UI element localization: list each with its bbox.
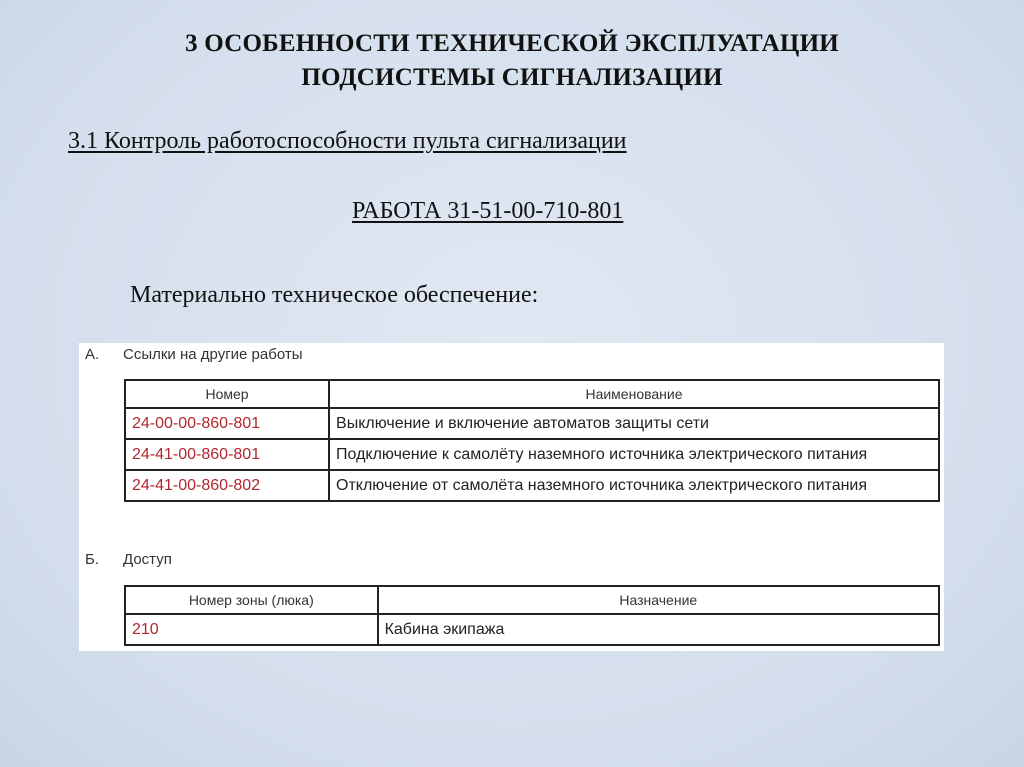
section-subtitle: 3.1 Контроль работоспособности пульта сигнализации: [68, 128, 627, 154]
header-purpose: Назначение: [378, 586, 939, 614]
title-line-1: 3 ОСОБЕННОСТИ ТЕХНИЧЕСКОЙ ЭКСПЛУАТАЦИИ: [185, 30, 839, 57]
reference-link[interactable]: 24-00-00-860-801: [125, 408, 329, 439]
table-row: [125, 470, 939, 501]
table-header-row: [125, 586, 939, 614]
table-row: [125, 614, 939, 645]
reference-name: Отключение от самолёта наземного источника электрического питания: [329, 470, 939, 501]
section-a-label: [85, 346, 303, 363]
table-header-row: [125, 380, 939, 408]
reference-link[interactable]: 24-41-00-860-801: [125, 439, 329, 470]
references-table: [124, 379, 940, 502]
section-a-title: Ссылки на другие работы: [123, 346, 303, 363]
work-number: РАБОТА 31-51-00-710-801: [352, 198, 624, 224]
title-line-2: ПОДСИСТЕМЫ СИГНАЛИЗАЦИИ: [301, 64, 723, 91]
requirements-panel: [79, 343, 944, 651]
header-zone: Номер зоны (люка): [125, 586, 378, 614]
header-name: Наименование: [329, 380, 939, 408]
zone-purpose: Кабина экипажа: [378, 614, 939, 645]
table-row: [125, 408, 939, 439]
table-row: [125, 439, 939, 470]
section-b-title: Доступ: [123, 551, 172, 568]
page-title: [0, 27, 1024, 95]
section-a-letter: А.: [85, 346, 100, 363]
material-heading: Материально техническое обеспечение:: [130, 282, 539, 308]
reference-name: Подключение к самолёту наземного источника электрического питания: [329, 439, 939, 470]
section-b-letter: Б.: [85, 551, 100, 568]
section-b-label: [85, 551, 172, 568]
reference-link[interactable]: 24-41-00-860-802: [125, 470, 329, 501]
access-table: [124, 585, 940, 646]
zone-link[interactable]: 210: [125, 614, 378, 645]
header-number: Номер: [125, 380, 329, 408]
reference-name: Выключение и включение автоматов защиты сети: [329, 408, 939, 439]
